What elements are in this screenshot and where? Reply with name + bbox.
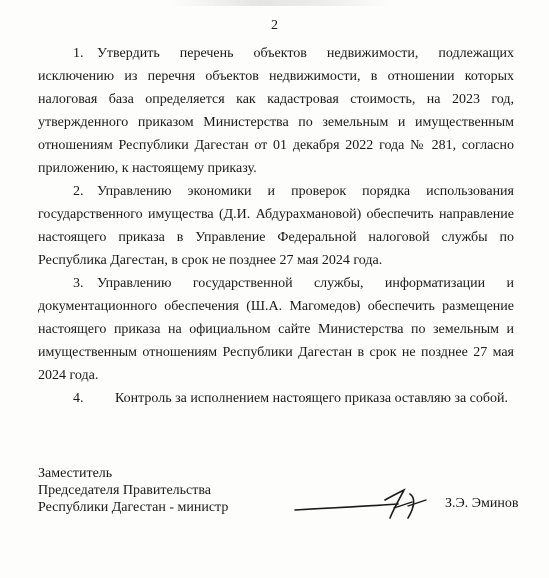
paragraph-text: Управлению экономики и проверок порядка использования государственного имущества (Д.И. Абдурахмановой) обеспечить направление настоящего приказа в Управление Федеральной налоговой службы по Республика Дагестан, в срок не позднее 27 мая 2024 года. xyxy=(38,184,514,268)
signer-position-line-1: Заместитель xyxy=(38,466,113,481)
signer-position-line-3: Республики Дагестан - министр xyxy=(38,500,229,515)
paragraph-number: 2. xyxy=(73,184,84,199)
paragraph-number: 1. xyxy=(73,46,84,61)
paragraph-text: Утвердить перечень объектов недвижимости, подлежащих исключению из перечня объектов недвижимости, в отношении которых налоговая база определяется как кадастровая стоимость, на 2023 год, утвержденного приказом Министерства по земельным и имущественным отношениям Республики Дагестан от 01 декабря 2022 года № 281, согласно приложению, к настоящему приказу. xyxy=(38,46,514,176)
paragraph-1 xyxy=(38,42,514,180)
signer-position xyxy=(38,465,228,516)
scan-smudge xyxy=(170,0,390,6)
order-body xyxy=(38,42,514,410)
paragraph-4 xyxy=(38,387,514,410)
page-number: 2 xyxy=(271,18,278,33)
paragraph-number: 4. xyxy=(73,391,84,406)
signer-name: З.Э. Эминов xyxy=(445,496,519,511)
paragraph-number: 3. xyxy=(73,276,84,291)
paragraph-text: Управлению государственной службы, информатизации и документационного обеспечения (Ш.А. Магомедов) обеспечить размещение настоящего приказа на официальном сайте Министерства по земельным и имущественным отношениям Республики Дагестан в срок не позднее 27 мая 2024 года. xyxy=(38,276,514,383)
handwritten-signature xyxy=(290,478,440,528)
signer-position-line-2: Председателя Правительства xyxy=(38,483,212,498)
paragraph-text: Контроль за исполнением настоящего приказа оставляю за собой. xyxy=(115,391,509,406)
paragraph-2 xyxy=(38,180,514,272)
paragraph-3 xyxy=(38,272,514,387)
